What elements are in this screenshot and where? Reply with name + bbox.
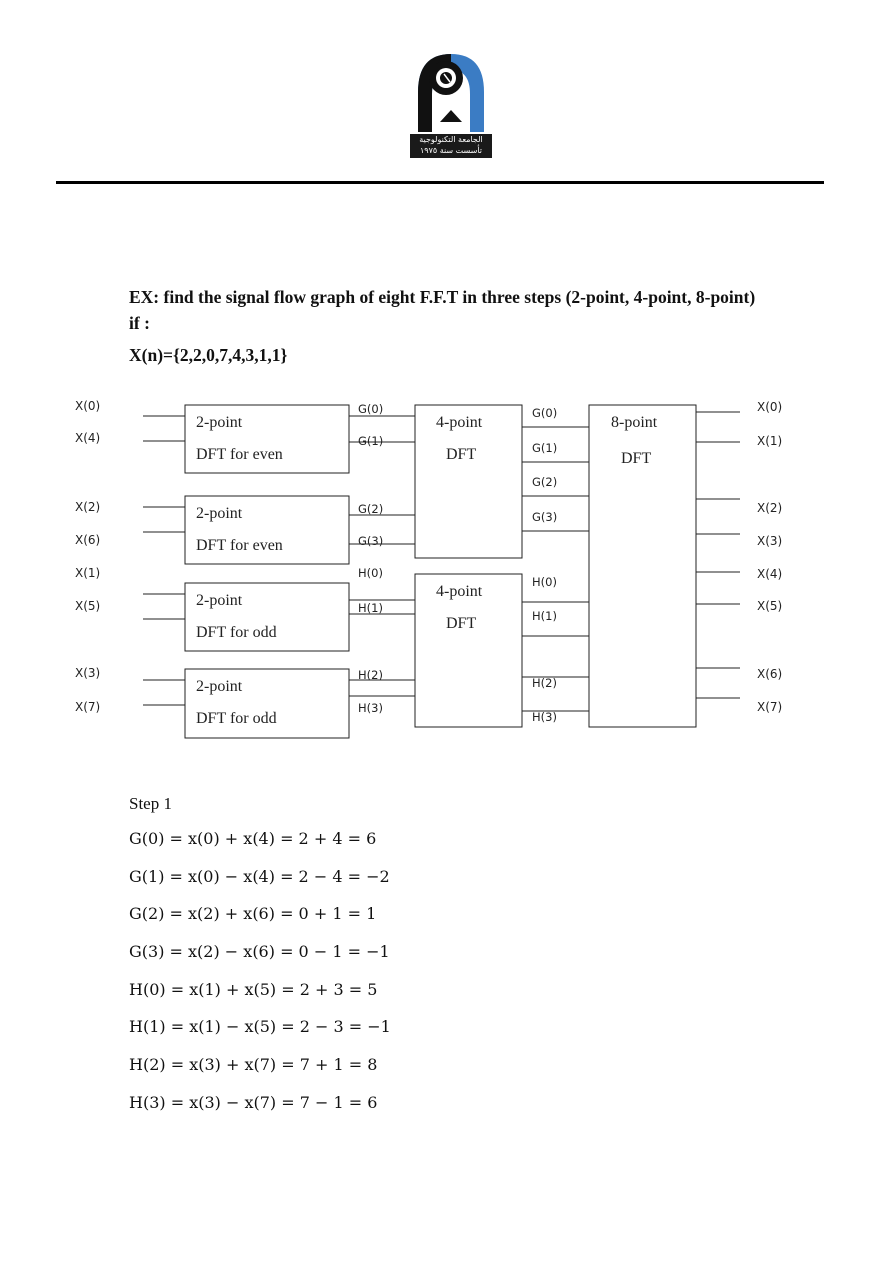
output-label: X(3) — [757, 534, 783, 548]
block-subtitle: DFT — [446, 615, 477, 632]
output-label: X(0) — [757, 400, 783, 414]
block-subtitle: DFT — [621, 450, 652, 467]
equation: G(2) = x(2) + x(6) = 0 + 1 = 1 — [129, 904, 377, 924]
block-title: 2-point — [196, 414, 243, 431]
block-subtitle: DFT for even — [196, 537, 283, 554]
input-label: X(7) — [75, 700, 101, 714]
block-subtitle: DFT — [446, 446, 477, 463]
input-label: X(4) — [75, 431, 101, 445]
problem-statement: EX: find the signal flow graph of eight F.F.T in three steps (2-point, 4-point, 8-point) if : — [129, 287, 756, 333]
equation: H(2) = x(3) + x(7) = 7 + 1 = 8 — [129, 1055, 378, 1075]
stage1-output-label: G(0) — [358, 402, 384, 416]
stage1-output-label: G(2) — [358, 502, 384, 516]
fft-flow-diagram — [0, 390, 893, 750]
stage2-output-label: H(3) — [532, 710, 557, 724]
output-label: X(2) — [757, 501, 783, 515]
header-divider — [56, 181, 824, 184]
stage2-output-label: G(0) — [532, 406, 558, 420]
stage1-output-label: H(2) — [358, 668, 383, 682]
equation: H(1) = x(1) − x(5) = 2 − 3 = −1 — [129, 1017, 391, 1037]
block-title: 4-point — [436, 583, 483, 600]
equation: G(3) = x(2) − x(6) = 0 − 1 = −1 — [129, 942, 390, 962]
output-label: X(5) — [757, 599, 783, 613]
step-1-section — [129, 794, 629, 1129]
block-title: 4-point — [436, 414, 483, 431]
stage1-output-label: H(3) — [358, 701, 383, 715]
stage1-output-label: H(1) — [358, 601, 383, 615]
input-label: X(5) — [75, 599, 101, 613]
input-label: X(6) — [75, 533, 101, 547]
block-subtitle: DFT for odd — [196, 624, 277, 641]
stage2-output-label: G(1) — [532, 441, 558, 455]
input-label: X(2) — [75, 500, 101, 514]
stage2-output-label: G(2) — [532, 475, 558, 489]
input-label: X(3) — [75, 666, 101, 680]
input-label: X(1) — [75, 566, 101, 580]
stage1-output-label: G(3) — [358, 534, 384, 548]
output-label: X(7) — [757, 700, 783, 714]
equation-list — [129, 827, 629, 1129]
block-subtitle: DFT for odd — [196, 710, 277, 727]
stage1-output-label: H(0) — [358, 566, 383, 580]
output-label: X(4) — [757, 567, 783, 581]
block-title: 2-point — [196, 505, 243, 522]
input-sequence: X(n)={2,2,0,7,4,3,1,1} — [129, 345, 288, 365]
block-title: 8-point — [611, 414, 658, 431]
stage2-output-label: H(1) — [532, 609, 557, 623]
stage2-output-label: H(0) — [532, 575, 557, 589]
stage1-output-label: G(1) — [358, 434, 384, 448]
equation: H(3) = x(3) − x(7) = 7 − 1 = 6 — [129, 1092, 378, 1112]
equation: G(0) = x(0) + x(4) = 2 + 4 = 6 — [129, 829, 377, 848]
block-title: 2-point — [196, 592, 243, 609]
output-label: X(1) — [757, 434, 783, 448]
block-title: 2-point — [196, 678, 243, 695]
input-label: X(0) — [75, 399, 101, 413]
stage2-output-label: H(2) — [532, 676, 557, 690]
equation: G(1) = x(0) − x(4) = 2 − 4 = −2 — [129, 866, 390, 886]
step-title: Step 1 — [129, 794, 172, 813]
output-label: X(6) — [757, 667, 783, 681]
equation: H(0) = x(1) + x(5) = 2 + 3 = 5 — [129, 979, 378, 999]
logo-caption: الجامعة التكنولوجية تأسست سنة ١٩٧٥ — [410, 134, 492, 158]
stage2-output-label: G(3) — [532, 510, 558, 524]
block-subtitle: DFT for even — [196, 446, 283, 463]
